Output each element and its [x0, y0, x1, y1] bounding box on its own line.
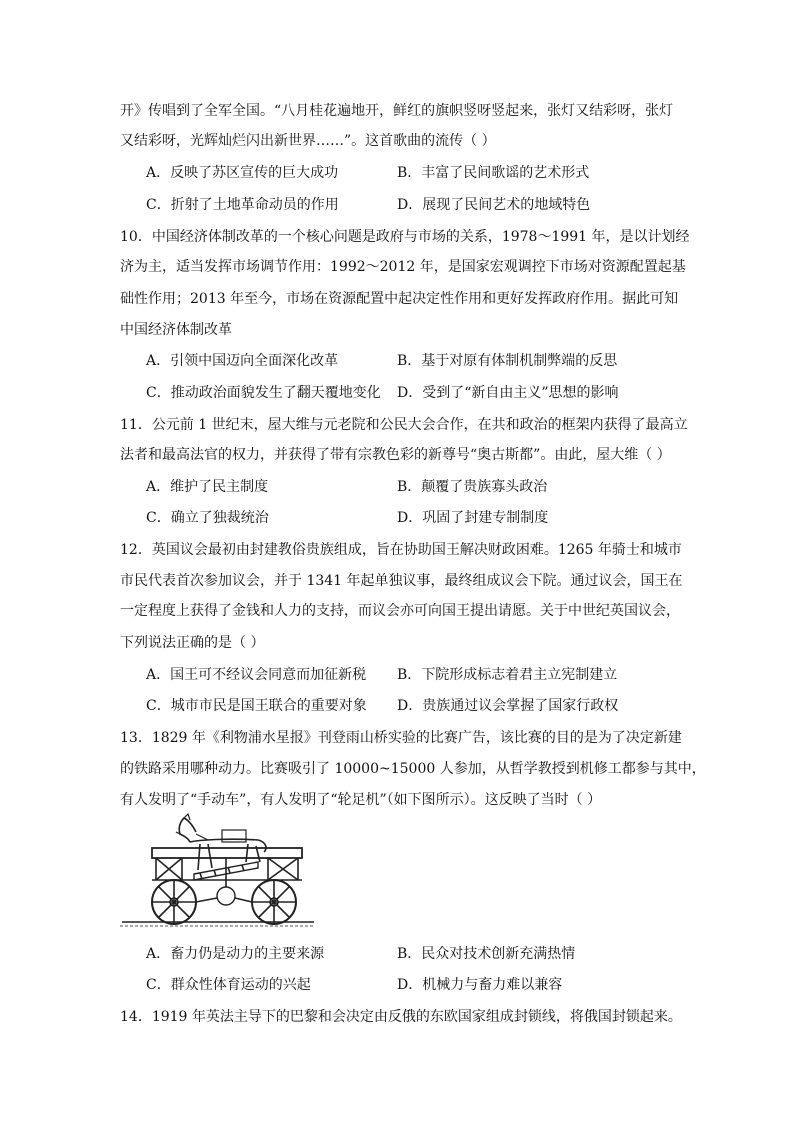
q11-option-a[interactable]: A．维护了民主制度	[146, 479, 269, 495]
q9-text-line-2: 又结彩呀，光辉灿烂闪出新世界……”。这首歌曲的流传（ ）	[120, 133, 496, 149]
q10-text-line-1: 10．中国经济体制改革的一个核心问题是政府与市场的关系，1978～1991 年，是以计划经	[120, 229, 690, 245]
q12-option-b[interactable]: B．下院形成标志着君主立宪制建立	[397, 667, 618, 683]
q11-option-b[interactable]: B．颠覆了贵族寡头政治	[397, 479, 548, 495]
q12-text-line-3: 一定程度上获得了金钱和人力的支持，而议会亦可向国王提出请愿。关于中世纪英国议会，	[120, 603, 680, 619]
q11-option-c[interactable]: C．确立了独裁统治	[146, 510, 269, 526]
q10-text-line-3: 础性作用；2013 年至今，市场在资源配置中起决定性作用和更好发挥政府作用。据此可知	[120, 291, 679, 307]
q13-option-a[interactable]: A．畜力仍是动力的主要来源	[146, 946, 325, 962]
q14-text-line-1: 14．1919 年英法主导下的巴黎和会决定由反俄的东欧国家组成封锁线，将俄国封锁起来。	[120, 1009, 682, 1025]
q12-text-line-1: 12．英国议会最初由封建教俗贵族组成，旨在协助国王解决财政困难。1265 年骑士和城市	[120, 542, 682, 558]
q10-text-line-4: 中国经济体制改革	[120, 322, 232, 338]
q10-option-d[interactable]: D．受到了“新自由主义”思想的影响	[397, 385, 619, 401]
q10-option-c[interactable]: C．推动政治面貌发生了翻天覆地变化	[146, 385, 381, 401]
q13-text-line-1: 13．1829 年《利物浦水星报》刊登雨山桥实验的比赛广告，该比赛的目的是为了决定新建	[120, 730, 682, 746]
q9-option-d[interactable]: D．展现了民间艺术的地域特色	[397, 197, 591, 213]
q13-option-d[interactable]: D．机械力与畜力难以兼容	[397, 977, 563, 993]
q11-option-d[interactable]: D．巩固了封建专制制度	[397, 510, 549, 526]
q12-text-line-2: 市民代表首次参加议会，并于 1341 年起单独议事，最终组成议会下院。通过议会，国王在	[120, 573, 683, 589]
q11-text-line-1: 11．公元前 1 世纪末，屋大维与元老院和公民大会合作，在共和政治的框架内获得了最高立	[120, 417, 688, 433]
q11-text-line-2: 法者和最高法官的权力，并获得了带有宗教色彩的新尊号“奥古斯都”。由此，屋大维（ ）	[120, 447, 671, 463]
q12-option-d[interactable]: D．贵族通过议会掌握了国家行政权	[397, 698, 619, 714]
horse-treadmill-car-illustration	[118, 812, 316, 934]
q13-option-b[interactable]: B．民众对技术创新充满热情	[397, 946, 576, 962]
q9-option-a[interactable]: A．反映了苏区宣传的巨大成功	[146, 165, 339, 181]
q9-text-line-1: 开》传唱到了全军全国。“八月桂花遍地开，鲜红的旗帜竖呀竖起来，张灯又结彩呀，张灯	[120, 103, 674, 119]
q10-option-b[interactable]: B．基于对原有体制机制弊端的反思	[397, 353, 618, 369]
q12-text-line-4: 下列说法正确的是（ ）	[120, 635, 265, 651]
q10-option-a[interactable]: A．引领中国迈向全面深化改革	[146, 353, 339, 369]
q13-text-line-3: 有人发明了“手动车”，有人发明了“轮足机”（如下图所示）。这反映了当时（ ）	[120, 792, 602, 808]
q9-option-c[interactable]: C．折射了土地革命动员的作用	[146, 197, 339, 213]
q13-text-line-2: 的铁路采用哪种动力。比赛吸引了 10000~15000 人参加，从哲学教授到机修工都参与其中，	[120, 761, 706, 777]
q12-option-a[interactable]: A．国王可不经议会同意而加征新税	[146, 667, 367, 683]
q9-option-b[interactable]: B．丰富了民间歌谣的艺术形式	[397, 165, 590, 181]
q12-option-c[interactable]: C．城市市民是国王联合的重要对象	[146, 698, 367, 714]
q10-text-line-2: 济为主，适当发挥市场调节作用：1992～2012 年，是国家宏观调控下市场对资源配置起基	[120, 259, 686, 275]
q13-option-c[interactable]: C．群众性体育运动的兴起	[146, 977, 311, 993]
